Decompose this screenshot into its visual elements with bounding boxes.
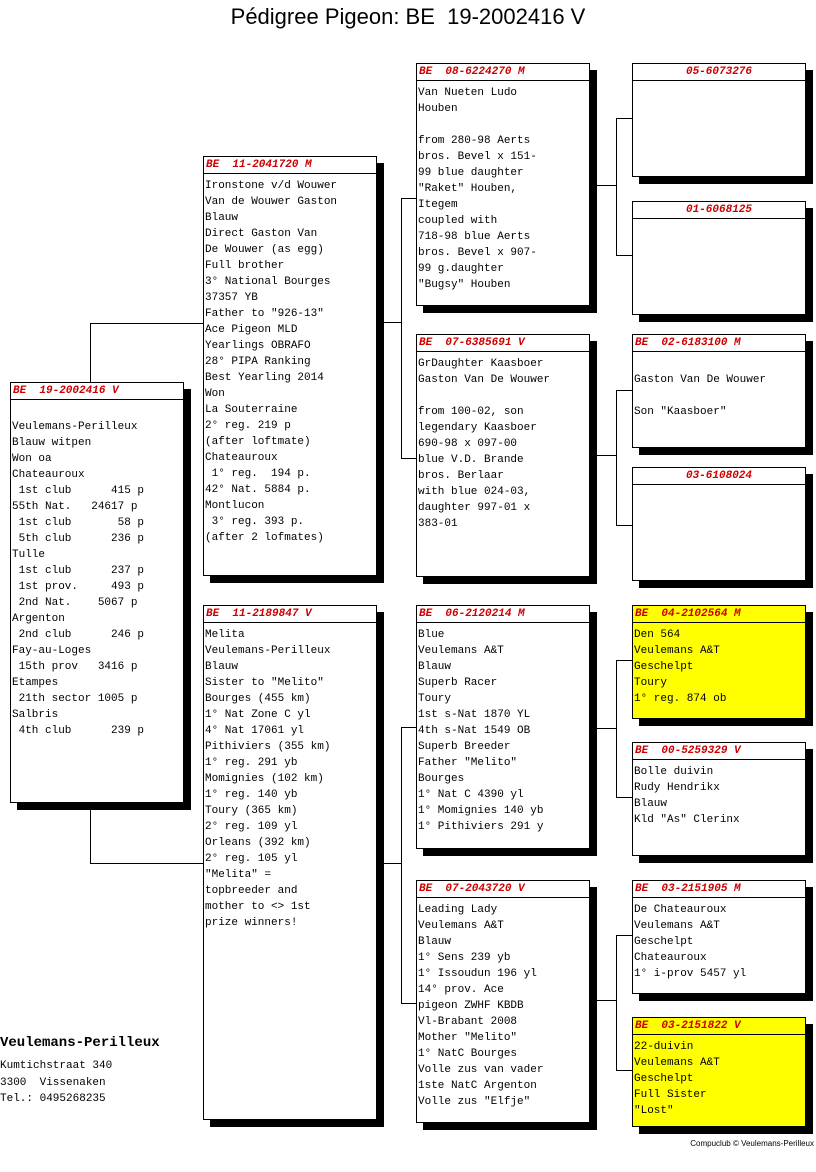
detail-line: 1° Nat Zone C yl <box>205 709 311 721</box>
connector-line <box>401 198 416 199</box>
detail-line: 55th Nat. 24617 p <box>12 501 138 513</box>
detail-line: Direct Gaston Van <box>205 228 318 240</box>
detail-line: Van Nueten Ludo <box>418 87 518 99</box>
pigeon-card-mm <box>416 880 590 1123</box>
detail-line: 22-duivin <box>634 1041 694 1053</box>
detail-line: 1° reg. 874 ob <box>634 693 727 705</box>
detail-line: Orleans (392 km) <box>205 837 311 849</box>
detail-line: 42° Nat. 5884 p. <box>205 484 311 496</box>
detail-line: Veulemans A&T <box>418 920 504 932</box>
detail-line: 5th club 236 p <box>12 533 145 545</box>
detail-line: Veulemans-Perilleux <box>12 421 138 433</box>
detail-line: Veulemans A&T <box>634 645 720 657</box>
connector-line <box>90 863 203 864</box>
detail-line <box>12 403 182 419</box>
detail-line: Ace Pigeon MLD <box>205 324 298 336</box>
pigeon-id: BE 11-2189847 V <box>206 608 312 620</box>
detail-line: Tulle <box>12 549 46 561</box>
detail-line <box>634 388 804 404</box>
connector-line <box>401 1003 416 1004</box>
detail-line: La Souterraine <box>205 404 298 416</box>
detail-line: 4° Nat 17061 yl <box>205 725 305 737</box>
detail-line: Best Yearling 2014 <box>205 372 324 384</box>
detail-line: Vl-Brabant 2008 <box>418 1016 518 1028</box>
detail-line: 1st club 237 p <box>12 565 145 577</box>
page-title: Pédigree Pigeon: BE 19-2002416 V <box>230 4 586 29</box>
detail-line: Won <box>205 388 225 400</box>
connector-line <box>616 797 632 798</box>
detail-line: bros. Bevel x 907- <box>418 247 537 259</box>
pigeon-card-fmf <box>632 334 806 448</box>
pigeon-details <box>634 902 804 982</box>
header-divider <box>633 484 805 485</box>
detail-line: Blauw <box>418 661 452 673</box>
detail-line: Geschelpt <box>634 936 694 948</box>
pigeon-id: BE 02-6183100 M <box>635 337 741 349</box>
pigeon-details <box>12 403 182 739</box>
detail-line: Itegem <box>418 199 458 211</box>
pigeon-card-mother <box>203 605 377 1120</box>
header-divider <box>417 80 589 81</box>
header-divider <box>633 218 805 219</box>
detail-line: daughter 997-01 x <box>418 502 531 514</box>
connector-line <box>401 727 416 728</box>
detail-line: "Bugsy" Houben <box>418 279 511 291</box>
pigeon-details <box>205 178 375 546</box>
pigeon-card-mmm <box>632 1017 806 1127</box>
detail-line: 718-98 blue Aerts <box>418 231 531 243</box>
detail-line: Volle zus van vader <box>418 1064 544 1076</box>
pigeon-details <box>418 627 588 835</box>
connector-line <box>616 390 617 525</box>
detail-line: Toury <box>418 693 452 705</box>
detail-line: Pithiviers (355 km) <box>205 741 331 753</box>
detail-line: Veulemans A&T <box>418 645 504 657</box>
pigeon-card-mff <box>632 605 806 719</box>
detail-line: Full brother <box>205 260 285 272</box>
detail-line: 1° Issoudun 196 yl <box>418 968 537 980</box>
connector-line <box>616 1070 632 1071</box>
detail-line: (after loftmate) <box>205 436 311 448</box>
detail-line: Houben <box>418 103 458 115</box>
header-divider <box>633 80 805 81</box>
detail-line: 1° Nat C 4390 yl <box>418 789 524 801</box>
detail-line: De Wouwer (as egg) <box>205 244 324 256</box>
detail-line <box>634 356 804 372</box>
pigeon-card-mfm <box>632 742 806 856</box>
pigeon-details <box>634 627 804 707</box>
detail-line: legendary Kaasboer <box>418 422 537 434</box>
pigeon-card-ff <box>416 63 590 306</box>
pigeon-id: BE 06-2120214 M <box>419 608 525 620</box>
connector-line <box>616 660 632 661</box>
header-divider <box>633 622 805 623</box>
connector-line <box>616 118 617 255</box>
detail-line: 1° NatC Bourges <box>418 1048 518 1060</box>
pigeon-card-father <box>203 156 377 576</box>
header-divider <box>417 622 589 623</box>
connector-line <box>616 935 632 936</box>
detail-line: Van de Wouwer Gaston <box>205 196 338 208</box>
header-divider <box>11 399 183 400</box>
detail-line: 1st prov. 493 p <box>12 581 145 593</box>
detail-line: 99 g.daughter <box>418 263 504 275</box>
detail-line: 383-01 <box>418 518 458 530</box>
detail-line: Melita <box>205 629 245 641</box>
pigeon-card-ffm <box>632 201 806 315</box>
detail-line: Volle zus "Elfje" <box>418 1096 531 1108</box>
connector-line <box>616 660 617 797</box>
connector-line <box>401 458 416 459</box>
detail-line: GrDaughter Kaasboer <box>418 358 544 370</box>
detail-line: 28° PIPA Ranking <box>205 356 311 368</box>
pigeon-details <box>634 356 804 420</box>
connector-line <box>589 1000 616 1001</box>
detail-line <box>418 117 588 133</box>
detail-line: 690-98 x 097-00 <box>418 438 518 450</box>
detail-line: with blue 024-03, <box>418 486 531 498</box>
detail-line: 21th sector 1005 p <box>12 693 138 705</box>
pigeon-id: BE 03-2151822 V <box>635 1020 741 1032</box>
detail-line: coupled with <box>418 215 498 227</box>
detail-line: 4th club 239 p <box>12 725 145 737</box>
detail-line: 4th s-Nat 1549 OB <box>418 725 531 737</box>
detail-line: 3° reg. 393 p. <box>205 516 305 528</box>
pigeon-details <box>634 764 804 828</box>
detail-line: Blauw <box>634 798 668 810</box>
header-divider <box>417 897 589 898</box>
pigeon-card-fff <box>632 63 806 177</box>
detail-line: "Lost" <box>634 1105 674 1117</box>
detail-line: prize winners! <box>205 917 298 929</box>
detail-line: Chateauroux <box>634 952 707 964</box>
detail-line: Sister to "Melito" <box>205 677 324 689</box>
detail-line: Gaston Van De Wouwer <box>418 374 551 386</box>
detail-line: 2nd club 246 p <box>12 629 145 641</box>
detail-line: 1st club 415 p <box>12 485 145 497</box>
detail-line: "Melita" = <box>205 869 272 881</box>
pigeon-details <box>418 356 588 532</box>
detail-line: Mother "Melito" <box>418 1032 518 1044</box>
detail-line: Toury <box>634 677 668 689</box>
detail-line: Won oa <box>12 453 52 465</box>
detail-line: Blauw <box>205 661 239 673</box>
connector-line <box>90 323 203 324</box>
detail-line: 1° Pithiviers 291 y <box>418 821 544 833</box>
detail-line: 99 blue daughter <box>418 167 524 179</box>
detail-line: 37357 YB <box>205 292 258 304</box>
connector-line <box>90 803 91 863</box>
connector-line <box>90 323 91 383</box>
detail-line: 2nd Nat. 5067 p <box>12 597 138 609</box>
connector-line <box>589 728 616 729</box>
detail-line: Argenton <box>12 613 65 625</box>
detail-line: Toury (365 km) <box>205 805 298 817</box>
detail-line: Den 564 <box>634 629 681 641</box>
connector-line <box>589 185 616 186</box>
detail-line: Chateauroux <box>205 452 278 464</box>
detail-line: Father to "926-13" <box>205 308 324 320</box>
pigeon-details <box>418 902 588 1110</box>
pigeon-details <box>205 627 375 931</box>
detail-line: 1° i-prov 5457 yl <box>634 968 747 980</box>
detail-line: Veulemans-Perilleux <box>205 645 331 657</box>
header-divider <box>633 897 805 898</box>
detail-line: 1st s-Nat 1870 YL <box>418 709 531 721</box>
header-divider <box>633 759 805 760</box>
detail-line: 2° reg. 109 yl <box>205 821 298 833</box>
detail-line: bros. Berlaar <box>418 470 504 482</box>
detail-line: 15th prov 3416 p <box>12 661 138 673</box>
pigeon-details <box>634 1039 804 1119</box>
detail-line: Bourges (455 km) <box>205 693 311 705</box>
detail-line: Ironstone v/d Wouwer <box>205 180 338 192</box>
detail-line: Veulemans A&T <box>634 920 720 932</box>
detail-line: 3° National Bourges <box>205 276 331 288</box>
connector-line <box>616 935 617 1070</box>
detail-line: 1° reg. 140 yb <box>205 789 298 801</box>
detail-line: from 280-98 Aerts <box>418 135 531 147</box>
detail-line: (after 2 lofmates) <box>205 532 324 544</box>
detail-line: Montlucon <box>205 500 265 512</box>
detail-line: 2° reg. 219 p <box>205 420 291 432</box>
detail-line: 1° Momignies 140 yb <box>418 805 544 817</box>
detail-line <box>418 388 588 404</box>
detail-line: Rudy Hendrikx <box>634 782 720 794</box>
detail-line: Veulemans A&T <box>634 1057 720 1069</box>
detail-line: Momignies (102 km) <box>205 773 324 785</box>
detail-line: mother to <> 1st <box>205 901 311 913</box>
header-divider <box>204 173 376 174</box>
detail-line: Bolle duivin <box>634 766 714 778</box>
connector-line <box>616 390 632 391</box>
detail-line: Salbris <box>12 709 59 721</box>
pigeon-card-fm <box>416 334 590 577</box>
detail-line: Etampes <box>12 677 59 689</box>
detail-line: Superb Racer <box>418 677 498 689</box>
pigeon-id: BE 00-5259329 V <box>635 745 741 757</box>
detail-line: bros. Bevel x 151- <box>418 151 537 163</box>
detail-line: Father "Melito" <box>418 757 518 769</box>
detail-line: Geschelpt <box>634 1073 694 1085</box>
detail-line: Blue <box>418 629 445 641</box>
detail-line: Yearlings OBRAFO <box>205 340 311 352</box>
pigeon-card-mmf <box>632 880 806 994</box>
pigeon-id: BE 08-6224270 M <box>419 66 525 78</box>
pigeon-details <box>418 85 588 293</box>
detail-line: 1° Sens 239 yb <box>418 952 511 964</box>
detail-line: Kld "As" Clerinx <box>634 814 740 826</box>
pigeon-card-mf <box>416 605 590 849</box>
detail-line: Son "Kaasboer" <box>634 406 727 418</box>
detail-line: topbreeder and <box>205 885 298 897</box>
detail-line: 1st club 58 p <box>12 517 145 529</box>
detail-line: 1° reg. 291 yb <box>205 757 298 769</box>
owner-city: 3300 Vissenaken <box>0 1077 106 1089</box>
detail-line: 1° reg. 194 p. <box>205 468 311 480</box>
detail-line: De Chateauroux <box>634 904 727 916</box>
header-divider <box>417 351 589 352</box>
pigeon-card-fmm <box>632 467 806 581</box>
detail-line: "Raket" Houben, <box>418 183 518 195</box>
detail-line: 1ste NatC Argenton <box>418 1080 537 1092</box>
pigeon-id: BE 07-6385691 V <box>419 337 525 349</box>
detail-line: Fay-au-Loges <box>12 645 92 657</box>
connector-line <box>401 727 402 1003</box>
pigeon-id: BE 11-2041720 M <box>206 159 312 171</box>
owner-address: Kumtichstraat 340 <box>0 1060 113 1072</box>
owner-name: Veulemans-Perilleux <box>0 1035 160 1051</box>
connector-line <box>401 198 402 458</box>
detail-line: Geschelpt <box>634 661 694 673</box>
detail-line: from 100-02, son <box>418 406 524 418</box>
connector-line <box>616 525 632 526</box>
pigeon-card-subject <box>10 382 184 803</box>
connector-line <box>589 455 616 456</box>
detail-line: Blauw <box>205 212 239 224</box>
pigeon-id: 01-6068125 <box>685 204 752 216</box>
header-divider <box>633 351 805 352</box>
detail-line: Full Sister <box>634 1089 707 1101</box>
detail-line: 14° prov. Ace <box>418 984 504 996</box>
detail-line: Superb Breeder <box>418 741 511 753</box>
detail-line: Gaston Van De Wouwer <box>634 374 767 386</box>
detail-line: Blauw witpen <box>12 437 92 449</box>
pigeon-id: BE 04-2102564 M <box>635 608 741 620</box>
pigeon-id: BE 07-2043720 V <box>419 883 525 895</box>
footer-credit: Compuclub © Veulemans-Perilleux <box>690 1139 814 1148</box>
detail-line: Bourges <box>418 773 465 785</box>
detail-line: 2° reg. 105 yl <box>205 853 298 865</box>
detail-line: Chateauroux <box>12 469 85 481</box>
detail-line: Blauw <box>418 936 452 948</box>
detail-line: blue V.D. Brande <box>418 454 524 466</box>
connector-line <box>616 255 632 256</box>
header-divider <box>633 1034 805 1035</box>
pigeon-id: 05-6073276 <box>685 66 752 78</box>
pigeon-id: BE 03-2151905 M <box>635 883 741 895</box>
detail-line: pigeon ZWHF KBDB <box>418 1000 524 1012</box>
pigeon-id: BE 19-2002416 V <box>13 385 119 397</box>
connector-line <box>616 118 632 119</box>
connector-line <box>376 863 401 864</box>
pigeon-id: 03-6108024 <box>685 470 752 482</box>
owner-phone: Tel.: 0495268235 <box>0 1093 106 1105</box>
detail-line: Leading Lady <box>418 904 498 916</box>
header-divider <box>204 622 376 623</box>
connector-line <box>376 322 401 323</box>
